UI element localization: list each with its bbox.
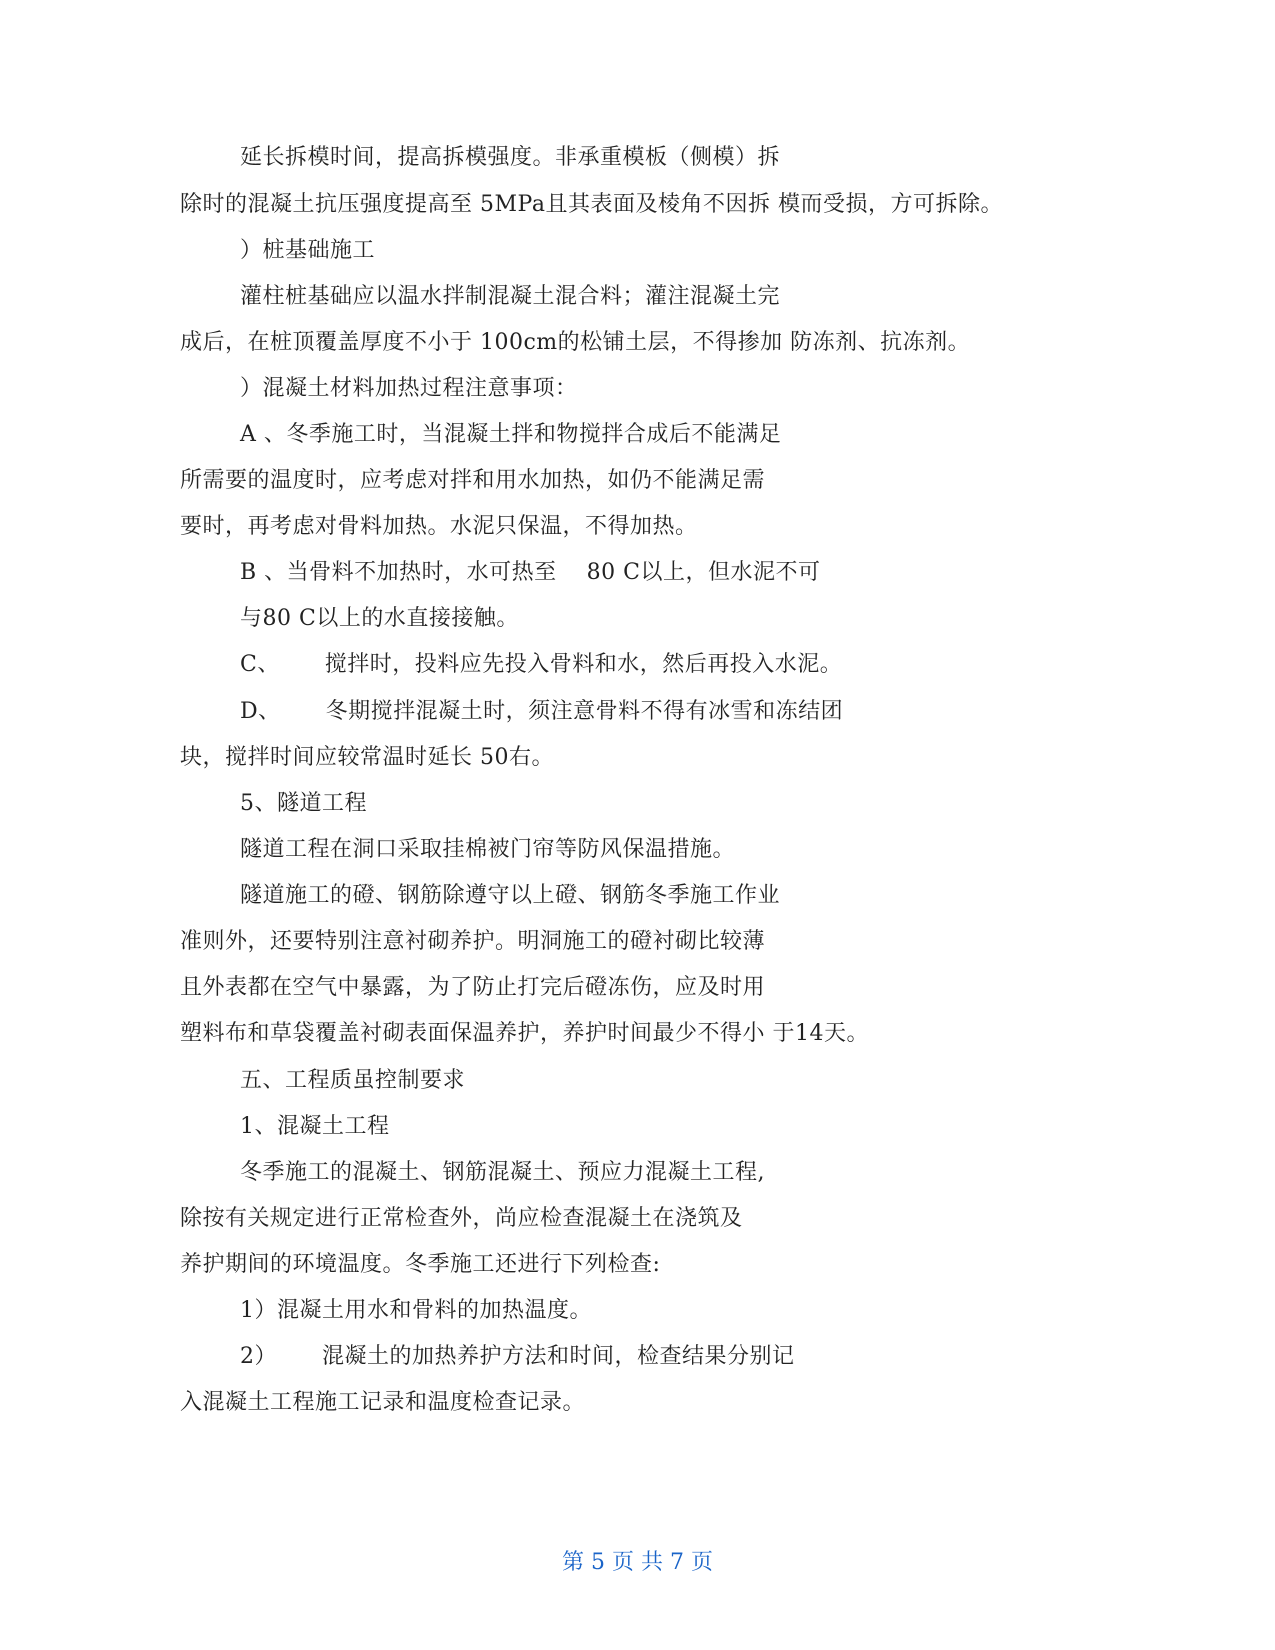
paragraph-line: 冬季施工的混凝土、钢筋混凝土、预应力混凝土工程, <box>240 1160 765 1185</box>
paragraph-line: 除按有关规定进行正常检查外，尚应检查混凝土在浇筑及 <box>180 1206 743 1231</box>
section-heading: 1、混凝土工程 <box>240 1114 390 1139</box>
paragraph-line: 要时，再考虑对骨料加热。水泥只保温，不得加热。 <box>180 514 698 539</box>
paragraph-line: 2） 混凝土的加热养护方法和时间，检查结果分别记 <box>240 1344 795 1369</box>
paragraph-line: 准则外，还要特别注意衬砌养护。明洞施工的磴衬砌比较薄 <box>180 929 766 954</box>
paragraph-line: 块，搅拌时间应较常温时延长 50右。 <box>180 745 554 770</box>
paragraph-line: 隧道工程在洞口采取挂棉被门帘等防风保温措施。 <box>240 837 736 862</box>
paragraph-line: 1）混凝土用水和骨料的加热温度。 <box>240 1298 592 1323</box>
paragraph-line: C、 搅拌时，投料应先投入骨料和水，然后再投入水泥。 <box>240 652 843 677</box>
paragraph-line: 所需要的温度时，应考虑对拌和用水加热，如仍不能满足需 <box>180 468 766 493</box>
paragraph-line: 隧道施工的磴、钢筋除遵守以上磴、钢筋冬季施工作业 <box>240 883 781 908</box>
paragraph-line: 养护期间的环境温度。冬季施工还进行下列检查: <box>180 1252 661 1277</box>
page-number-footer: 第 5 页 共 7 页 <box>562 1550 713 1575</box>
paragraph-line: 除时的混凝土抗压强度提高至 5MPa且其表面及棱角不因拆 模而受损，方可拆除。 <box>180 192 1003 217</box>
section-heading: 五、工程质虽控制要求 <box>240 1068 466 1093</box>
paragraph-line: 延长拆模时间，提高拆模强度。非承重模板（侧模）拆 <box>240 145 781 170</box>
paragraph-line: 入混凝土工程施工记录和温度检查记录。 <box>180 1390 586 1415</box>
section-heading: ）混凝土材料加热过程注意事项： <box>240 376 578 401</box>
paragraph-line: 塑料布和草袋覆盖衬砌表面保温养护，养护时间最少不得小 于14天。 <box>180 1021 869 1046</box>
paragraph-line: 成后，在桩顶覆盖厚度不小于 100cm的松铺土层，不得掺加 防冻剂、抗冻剂。 <box>180 330 971 355</box>
section-heading: ）桩基础施工 <box>240 238 376 263</box>
paragraph-line: 且外表都在空气中暴露，为了防止打完后磴冻伤，应及时用 <box>180 975 766 1000</box>
paragraph-line: B 、当骨料不加热时，水可热至 80 C以上，但水泥不可 <box>240 560 821 585</box>
paragraph-line: 与80 C以上的水直接接触。 <box>240 606 519 631</box>
paragraph-line: 灌柱桩基础应以温水拌制混凝土混合料；灌注混凝土完 <box>240 284 781 309</box>
paragraph-line: D、 冬期搅拌混凝土时，须注意骨料不得有冰雪和冻结团 <box>240 699 844 724</box>
section-heading: 5、隧道工程 <box>240 791 367 816</box>
paragraph-line: A 、冬季施工时，当混凝土拌和物搅拌合成后不能满足 <box>240 422 782 447</box>
